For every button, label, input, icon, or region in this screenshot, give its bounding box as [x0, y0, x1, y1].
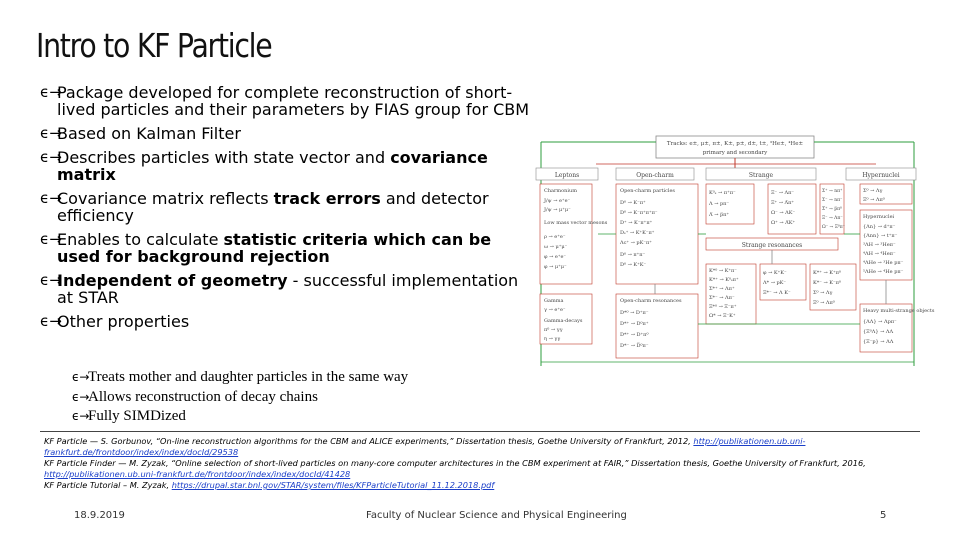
footer-faculty: Faculty of Nuclear Science and Physical Engineering [366, 510, 627, 521]
strange-resonances-mid-list [762, 270, 791, 296]
strange-resonance-line: Σ⁰ → Λγ [813, 290, 833, 296]
strange-line: Σ⁻ → nπ⁻ [822, 198, 843, 203]
open-charm-resonance-line: D*⁻ → D̅⁰π⁻ [620, 343, 649, 349]
bullet-item [40, 313, 530, 330]
open-charm-line: D⁰ → K⁺K⁻ [620, 262, 647, 268]
open-charm-resonance-line: D*⁺ → D⁺π⁰ [620, 332, 649, 338]
leptons-line: J/ψ → e⁺e⁻ [544, 198, 571, 204]
strange-resonance-line: K*⁺ → K⁰ₛπ⁺ [709, 277, 739, 283]
open-charm-line: D⁰ → K⁻π⁺ [620, 200, 646, 206]
open-charm-line: D⁺ → K⁻π⁺π⁺ [620, 220, 653, 226]
reference-item [44, 436, 894, 458]
column-header-open-charm: Open-charm [636, 172, 674, 179]
bullet-text: Package developed for complete reconstruction of short-lived particles and their parameters by FIAS group for CBM [57, 83, 530, 119]
sub-bullet-text: Treats mother and daughter particles in the same way [88, 369, 409, 385]
reference-link[interactable]: http://publikationen.ub.uni-frankfurt.de/frontdoor/index/index/docId/29538 [44, 436, 806, 457]
open-charm-resonance-line: D*⁰ → D⁺π⁻ [620, 310, 649, 316]
reference-text: KF Particle Finder — M. Zyzak, “Online selection of short-lived particles on many-core computer architectures in the CBM experiment at FAIR,” Dissertation thesis, Goethe University of Frankfurt, 2016, [44, 458, 866, 468]
bullet-arrow-icon: ϵ→ [40, 271, 62, 289]
strange-resonance-line: φ → K⁺K⁻ [763, 270, 787, 276]
strange-resonance-line: Σ*⁻ → Λπ⁻ [709, 295, 735, 301]
footer-page-number: 5 [880, 510, 887, 521]
sub-bullet-item [72, 368, 492, 388]
tracks-sublabel: primary and secondary [702, 150, 768, 156]
bullet-text: Enables to calculate [57, 230, 224, 249]
strange-line: Σ⁺ → nπ⁺ [822, 189, 843, 194]
bullet-text: and detector efficiency [57, 189, 489, 225]
reference-link[interactable]: https://drupal.star.bnl.gov/STAR/system/files/KFParticleTutorial_11.12.2018.pdf [171, 480, 495, 490]
open-charm-line: Λᴄ⁺ → pK⁻π⁺ [620, 240, 652, 246]
bullet-arrow-icon: ϵ→ [72, 389, 90, 404]
strange-resonances-title: Strange resonances [741, 242, 803, 249]
strange-line: Ω⁻ → ΛK⁻ [771, 210, 796, 216]
open-charm-line: D⁰ → K⁻π⁺π⁺π⁻ [620, 210, 658, 216]
reference-item [44, 480, 894, 491]
strange-resonance-line: Ξ⁰ → Λπ⁰ [813, 300, 835, 306]
hyper-line: ⁴ΛH → ⁴Heπ⁻ [863, 251, 896, 257]
strange-resonance-line: Σ*⁺ → Λπ⁺ [709, 286, 735, 292]
reference-link[interactable]: http://publikationen.ub.uni-frankfurt.de/frontdoor/index/index/docId/41428 [44, 469, 351, 479]
strange-line: Ξ⁻ → Λπ⁻ [771, 190, 795, 196]
strange-resonance-line: Λ* → pK⁻ [763, 280, 787, 286]
open-charm-line: Dₛ⁺ → K⁺K⁻π⁺ [620, 230, 655, 236]
open-charm-resonance-line: D*⁺ → D⁰π⁺ [620, 321, 649, 327]
reconstruction-scheme-diagram [536, 134, 935, 366]
sub-bullet-list [72, 368, 492, 427]
bullet-text: Covariance matrix reflects [57, 189, 274, 208]
reference-text: KF Particle Tutorial – M. Zyzak, [44, 480, 172, 490]
strange-line: Ω⁺ → Λ̅K⁺ [771, 220, 796, 226]
references-divider [40, 431, 920, 432]
bullet-bold-text: statistic criteria which can be used for background rejection [57, 230, 492, 266]
hyper-line: Heavy multi-strange objects [863, 308, 935, 314]
column-header-strange: Strange [748, 172, 774, 179]
strange-resonance-line: Ξ*⁻ → Λ K⁻ [763, 290, 791, 296]
column-header-leptons: Leptons [554, 172, 580, 179]
leptons-line: Charmonium [544, 188, 577, 194]
hyper-line: {ΛΛ} → Λpπ⁻ [863, 319, 897, 325]
bullet-text: Describes particles with state vector and [57, 148, 391, 167]
hyper-line: ³ΛH → ³Heπ⁻ [863, 242, 896, 248]
reference-item [44, 458, 894, 480]
gamma-line: Gamma-decays [544, 318, 583, 324]
strange-resonance-line: K*⁺ → K⁺π⁰ [813, 270, 841, 276]
bullet-text: - successful implementation at STAR [57, 271, 519, 307]
bullet-item [40, 272, 530, 306]
gamma-line: γ → e⁺e⁻ [544, 307, 566, 313]
open-charm-line: D⁰ → π⁺π⁻ [620, 252, 646, 258]
references [44, 436, 894, 491]
leptons-line: ω → μ⁺μ⁻ [544, 244, 568, 250]
gamma-line: η → γγ [544, 336, 561, 342]
sub-bullet-item [72, 407, 492, 427]
sub-bullet-item [72, 388, 492, 408]
leptons-line: J/ψ → μ⁺μ⁻ [544, 207, 571, 213]
bullet-bold-text: Independent of geometry [57, 271, 288, 290]
leptons-line: Low mass vector mesons [544, 220, 608, 226]
bullet-item [40, 190, 530, 224]
leptons-line: φ → e⁺e⁻ [544, 254, 567, 260]
strange-resonance-line: K*⁰ → K⁺π⁻ [709, 268, 737, 274]
hyper-line: Ξ⁰ → Λπ⁰ [863, 197, 885, 203]
gamma-line: Gamma [544, 298, 564, 304]
sub-bullet-text: Allows reconstruction of decay chains [88, 388, 318, 405]
footer-date: 18.9.2019 [74, 510, 125, 521]
leptons-line: ρ → e⁺e⁻ [544, 234, 566, 240]
bullet-item [40, 231, 530, 265]
slide-title: Intro to KF Particle [36, 26, 272, 65]
sub-bullet-text: Fully SIMDized [88, 408, 186, 424]
strange-line: Ω⁻ → Ξ⁰π⁻ [822, 225, 846, 230]
gamma-line: π⁰ → γγ [544, 327, 563, 333]
bullet-arrow-icon: ϵ→ [40, 148, 62, 166]
bullet-arrow-icon: ϵ→ [72, 370, 90, 384]
strange-resonance-line: K*⁻ → K⁻π⁰ [813, 280, 841, 286]
leptons-line: φ → μ⁺μ⁻ [544, 264, 567, 270]
hyper-line: Σ⁰ → Λγ [863, 188, 883, 194]
bullet-item [40, 125, 530, 142]
tracks-label: Tracks: e±, μ±, π±, K±, p±, d±, t±, ³He±, ⁴He± [666, 141, 804, 147]
bullet-text: Based on Kalman Filter [57, 124, 241, 143]
strange-resonance-line: Ξ*⁰ → Ξ⁻π⁺ [709, 304, 737, 310]
bullet-bold-text: covariance matrix [57, 148, 488, 184]
hyper-line: ⁴ΛHe → ³He pπ⁻ [863, 260, 904, 266]
bullet-arrow-icon: ϵ→ [40, 230, 62, 248]
open-charm-resonance-line: Open-charm resonances [620, 298, 682, 304]
bullet-bold-text: track errors [273, 189, 381, 208]
strange-line: Λ̅ → p̅π⁺ [709, 212, 730, 218]
bullet-arrow-icon: ϵ→ [72, 409, 90, 423]
bullet-arrow-icon: ϵ→ [40, 83, 62, 101]
bullet-arrow-icon: ϵ→ [40, 189, 62, 207]
hyper-line: {Λn} → d⁺π⁻ [863, 224, 896, 230]
strange-line: Σ̅⁺ → p̅π⁰ [822, 207, 842, 212]
bullet-item [40, 84, 530, 118]
bullet-text: Other properties [57, 312, 190, 331]
hyper-line: Hypernuclei [863, 214, 895, 220]
column-header-hypernuclei: Hypernuclei [862, 172, 900, 179]
open-charm-line: Open-charm particles [620, 188, 675, 194]
hyper-line: {Ξ⁻p} → ΛΛ [863, 339, 894, 345]
main-bullet-list [40, 84, 530, 337]
hyper-line: {Λnn} → t⁺π⁻ [863, 233, 898, 239]
bullet-arrow-icon: ϵ→ [40, 312, 62, 330]
bullet-item [40, 149, 530, 183]
bullet-arrow-icon: ϵ→ [40, 124, 62, 142]
strange-resonance-line: Ω* → Ξ⁻K⁺ [709, 313, 736, 319]
strange-line: Λ → pπ⁻ [709, 201, 730, 207]
strange-line: K⁰ₛ → π⁺π⁻ [709, 190, 736, 196]
hyper-line: ⁵ΛHe → ⁴He pπ⁻ [863, 269, 904, 275]
strange-line: Ξ⁻ → Λπ⁻ [822, 216, 843, 221]
reference-text: KF Particle — S. Gorbunov, “On-line reconstruction algorithms for the CBM and ALICE experiments,” Dissertation thesis, Goethe University of Frankfurt, 2012, [44, 436, 694, 446]
strange-line: Ξ⁺ → Λ̅π⁺ [771, 200, 795, 206]
hyper-line: {Ξ⁰Λ} → ΛΛ [863, 329, 894, 335]
